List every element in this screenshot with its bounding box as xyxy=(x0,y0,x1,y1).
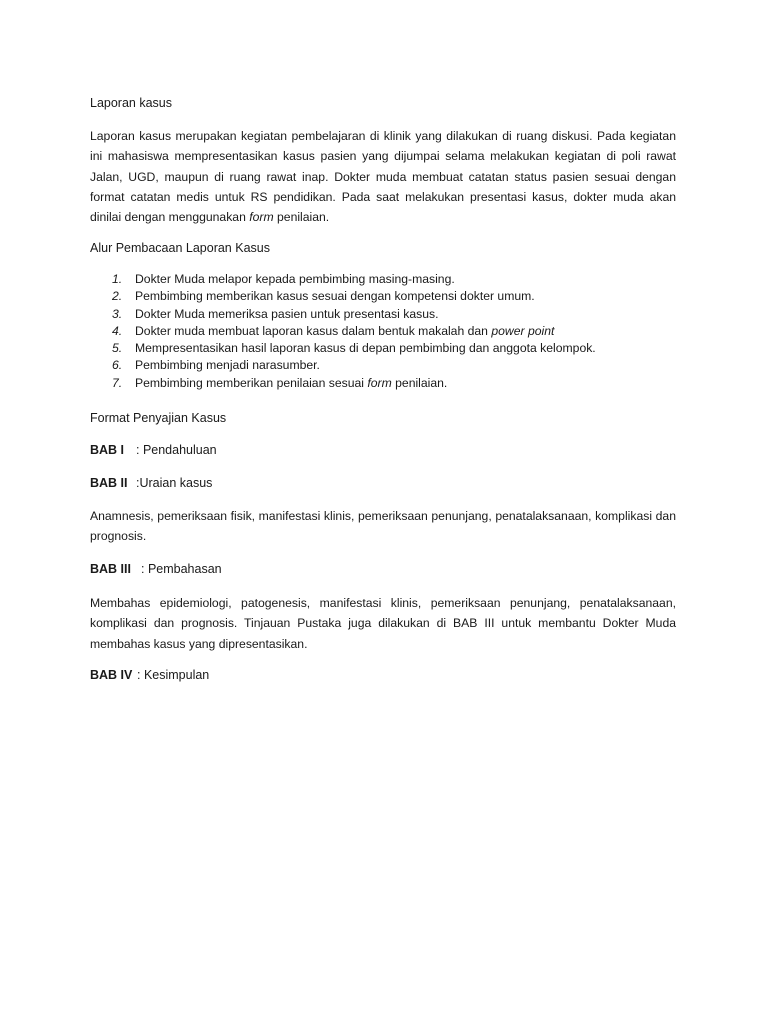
list-number: 3. xyxy=(112,306,123,321)
list-text xyxy=(135,306,438,323)
list-text xyxy=(135,340,596,357)
bab-2-description: Anamnesis, pemeriksaan fisik, manifestasi klinis, pemeriksaan penunjang, penatalaksanaan, komplikasi dan prognosis. xyxy=(90,509,676,544)
intro-text: Laporan kasus merupakan kegiatan pembelajaran di klinik yang dilakukan di ruang diskusi. Pada kegiatan ini mahasiswa mempresentasikan kasus pasien yang dijumpai selama melakukan kegiatan di poli rawat Jalan, UGD, maupun di ruang rawat inap. Dokter muda membuat catatan status pasien sesuai dengan format catatan medis untuk RS pendidikan. Pada saat melakukan presentasi kasus, dokter muda akan dinilai dengan menggunakan xyxy=(90,129,676,225)
list-item xyxy=(90,357,676,374)
list-text-main: Pembimbing memberikan penilaian sesuai xyxy=(135,375,364,390)
list-number: 6. xyxy=(112,358,123,373)
list-text-emphasis: power point xyxy=(491,323,555,338)
bab-3-heading xyxy=(90,560,222,578)
list-number: 2. xyxy=(112,289,123,304)
bab-2-heading xyxy=(90,474,212,492)
intro-paragraph xyxy=(90,126,676,227)
intro-text-end: penilaian. xyxy=(277,210,330,225)
list-text-main: Dokter muda membuat laporan kasus dalam bentuk makalah dan xyxy=(135,323,488,338)
list-text xyxy=(135,323,554,340)
list-text-main: Pembimbing memberikan kasus sesuai dengan kompetensi dokter umum. xyxy=(135,289,535,304)
list-number: 5. xyxy=(112,341,123,356)
list-item xyxy=(90,375,676,392)
list-item xyxy=(90,306,676,323)
bab-4-code: BAB IV xyxy=(90,668,133,682)
list-text-main: Pembimbing menjadi narasumber. xyxy=(135,358,320,373)
intro-form-word: form xyxy=(249,210,274,225)
bab-1-code: BAB I xyxy=(90,443,125,457)
list-text-main: Dokter Muda melapor kepada pembimbing masing-masing. xyxy=(135,272,455,286)
list-text-tail: penilaian. xyxy=(395,375,448,390)
alur-heading: Alur Pembacaan Laporan Kasus xyxy=(90,241,270,255)
bab-3-label: : Pembahasan xyxy=(141,562,222,576)
alur-list xyxy=(90,271,676,392)
list-text-main: Dokter Muda memeriksa pasien untuk presentasi kasus. xyxy=(135,306,439,321)
list-text-main: Mempresentasikan hasil laporan kasus di depan pembimbing dan anggota kelompok. xyxy=(135,341,596,356)
bab-1-label: : Pendahuluan xyxy=(136,443,217,457)
list-text xyxy=(135,271,455,288)
list-item xyxy=(90,340,676,357)
list-item xyxy=(90,288,676,305)
list-number: 1. xyxy=(112,272,123,286)
list-number: 4. xyxy=(112,323,123,338)
list-text xyxy=(135,288,535,305)
bab-3-description: Membahas epidemiologi, patogenesis, manifestasi klinis, pemeriksaan penunjang, penatalaksanaan, komplikasi dan prognosis. Tinjauan Pustaka juga dilakukan di BAB III untuk membantu Dokter Muda membahas kasus yang dipresentasikan. xyxy=(90,596,676,651)
bab-3-code: BAB III xyxy=(90,562,131,576)
list-item xyxy=(90,323,676,340)
bab-1-heading xyxy=(90,441,217,459)
list-number: 7. xyxy=(112,375,123,390)
list-text xyxy=(135,357,320,374)
list-text xyxy=(135,375,447,392)
bab-2-code: BAB II xyxy=(90,476,128,490)
format-heading: Format Penyajian Kasus xyxy=(90,411,227,425)
document-title: Laporan kasus xyxy=(90,96,173,110)
bab-4-heading xyxy=(90,666,209,684)
bab-4-label: : Kesimpulan xyxy=(137,668,210,682)
list-item xyxy=(90,271,676,288)
bab-2-label: :Uraian kasus xyxy=(136,476,213,490)
list-text-emphasis: form xyxy=(367,375,392,390)
